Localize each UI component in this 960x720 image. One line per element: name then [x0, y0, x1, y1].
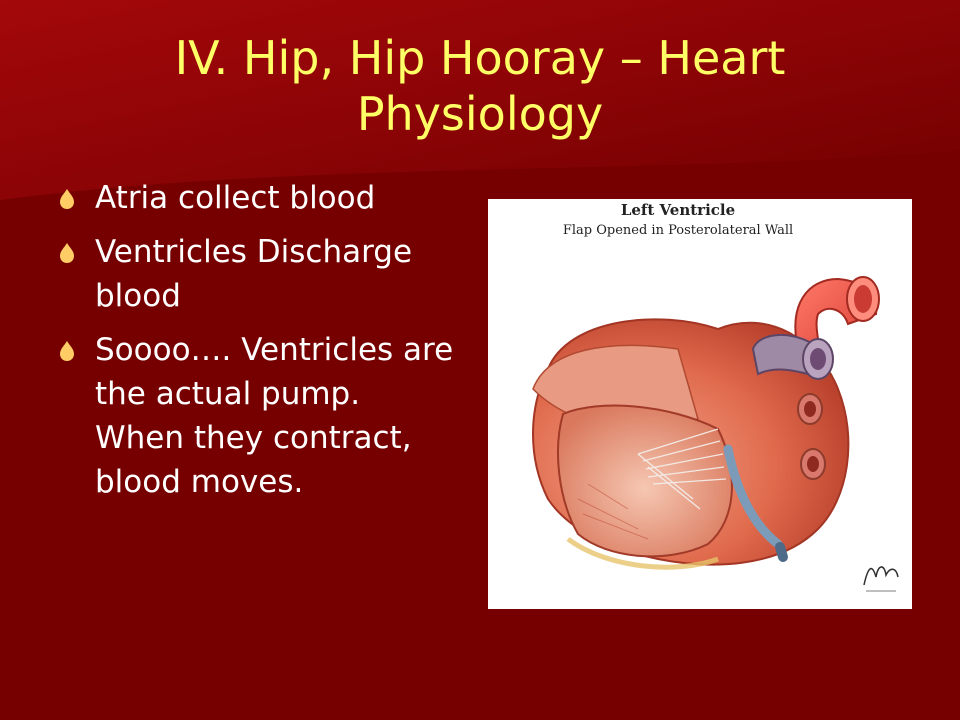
- figure-subtitle: Flap Opened in Posterolateral Wall: [562, 223, 794, 238]
- slide-title-line-2: Physiology: [356, 87, 604, 141]
- slide-title-line-1: IV. Hip, Hip Hooray – Heart: [174, 31, 786, 85]
- bullet-text: Ventricles Discharge blood: [95, 234, 413, 314]
- slide-title: [40, 30, 920, 142]
- bullet-text: Atria collect blood: [95, 180, 376, 216]
- bullet-item: [58, 230, 458, 318]
- flame-icon: [58, 242, 76, 264]
- bullet-item: [58, 176, 458, 220]
- bullet-item: [58, 328, 458, 504]
- figure-title: Left Ventricle: [620, 201, 736, 219]
- heart-illustration: [488, 199, 912, 609]
- artist-signature: [860, 557, 902, 597]
- flame-icon: [58, 340, 76, 362]
- flame-icon: [58, 188, 76, 210]
- bullet-text: Soooo…. Ventricles are the actual pump. When they contract, blood moves.: [95, 332, 454, 500]
- bullet-list: [58, 176, 458, 514]
- heart-illustration-panel: [488, 199, 912, 609]
